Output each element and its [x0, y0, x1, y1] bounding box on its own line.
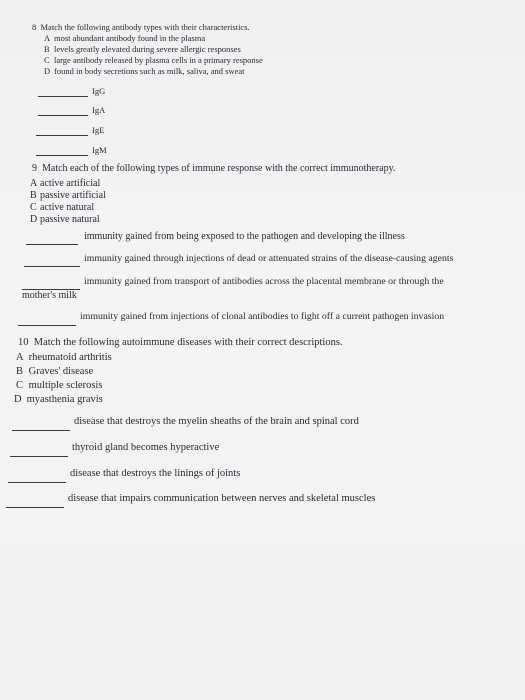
- q10-item-2: thyroid gland becomes hyperactive: [72, 442, 220, 453]
- q10-item-4: disease that impairs communication between nerves and skeletal muscles: [68, 493, 376, 504]
- q9-number: 9: [32, 163, 37, 174]
- option-text: passive artificial: [40, 190, 106, 201]
- q8-item-4: IgM: [92, 145, 107, 155]
- option-text: Graves' disease: [28, 366, 94, 377]
- option-text: levels greatly elevated during severe allergic responses: [54, 44, 241, 54]
- q10-option-a: [16, 352, 112, 363]
- q9-item-4: immunity gained from injections of clonal antibodies to fight off a current pathogen invasion: [80, 311, 445, 322]
- q10-prompt: Match the following autoimmune diseases with their correct descriptions.: [33, 337, 343, 348]
- q9-item-3: immunity gained from transport of antibodies across the placental membrane or through the: [84, 276, 444, 287]
- q9-answer-blank-2[interactable]: [24, 266, 80, 267]
- option-letter: D: [14, 394, 22, 405]
- option-letter: A: [16, 352, 24, 363]
- option-text: multiple sclerosis: [28, 380, 103, 391]
- q8-prompt: Match the following antibody types with their characteristics.: [40, 22, 250, 32]
- q10-option-b: [16, 366, 93, 377]
- q8-answer-blank-1[interactable]: [38, 96, 88, 97]
- q10-number: 10: [18, 337, 29, 348]
- q10-answer-blank-2[interactable]: [10, 456, 68, 457]
- option-letter: C: [44, 55, 50, 65]
- option-letter: D: [30, 214, 38, 225]
- q9-prompt: Match each of the following types of immune response with the correct immunotherapy.: [42, 163, 396, 174]
- option-text: rheumatoid arthritis: [28, 352, 112, 363]
- q9-answer-blank-1[interactable]: [26, 244, 78, 245]
- q8-number: 8: [32, 22, 37, 32]
- q9-option-a: [30, 178, 100, 189]
- q8-answer-blank-2[interactable]: [38, 115, 88, 116]
- q9-answer-blank-4[interactable]: [18, 325, 76, 326]
- q9-item-1: immunity gained from being exposed to the pathogen and developing the illness: [84, 231, 405, 242]
- option-text: most abundant antibody found in the plasma: [54, 33, 206, 43]
- q8-option-d: [44, 66, 245, 76]
- q8-item-2: IgA: [92, 105, 106, 115]
- option-letter: C: [30, 202, 37, 213]
- q9-header: [32, 163, 395, 174]
- option-letter: B: [16, 366, 24, 377]
- option-text: passive natural: [40, 214, 100, 225]
- q10-answer-blank-1[interactable]: [12, 430, 70, 431]
- q9-item-2: immunity gained through injections of dead or attenuated strains of the disease-causing agents: [84, 253, 454, 264]
- option-letter: A: [44, 33, 51, 43]
- option-text: found in body secretions such as milk, saliva, and sweat: [54, 66, 245, 76]
- q8-answer-blank-4[interactable]: [36, 155, 88, 156]
- q8-answer-blank-3[interactable]: [36, 135, 88, 136]
- q10-item-1: disease that destroys the myelin sheaths of the brain and spinal cord: [74, 416, 359, 427]
- option-letter: B: [30, 190, 37, 201]
- option-text: large antibody released by plasma cells in a primary response: [54, 55, 263, 65]
- option-text: myasthenia gravis: [26, 394, 103, 405]
- q8-header: [32, 22, 250, 32]
- option-letter: C: [16, 380, 24, 391]
- q9-option-d: [30, 214, 100, 225]
- option-letter: B: [44, 44, 50, 54]
- q10-item-3: disease that destroys the linings of joints: [70, 468, 241, 479]
- q10-header: [18, 337, 343, 348]
- q8-item-1: IgG: [92, 86, 106, 96]
- q9-option-c: [30, 202, 94, 213]
- option-text: active artificial: [40, 178, 101, 189]
- q8-option-c: [44, 55, 263, 65]
- q8-option-b: [44, 44, 241, 54]
- q9-option-b: [30, 190, 106, 201]
- q9-item-3-continued: mother's milk: [22, 290, 77, 301]
- q8-option-a: [44, 33, 205, 43]
- option-letter: A: [30, 178, 38, 189]
- q10-answer-blank-3[interactable]: [8, 482, 66, 483]
- q8-item-3: IgE: [92, 125, 105, 135]
- q10-answer-blank-4[interactable]: [6, 507, 64, 508]
- q10-option-c: [16, 380, 102, 391]
- option-text: active natural: [40, 202, 95, 213]
- option-letter: D: [44, 66, 51, 76]
- q10-option-d: [14, 394, 103, 405]
